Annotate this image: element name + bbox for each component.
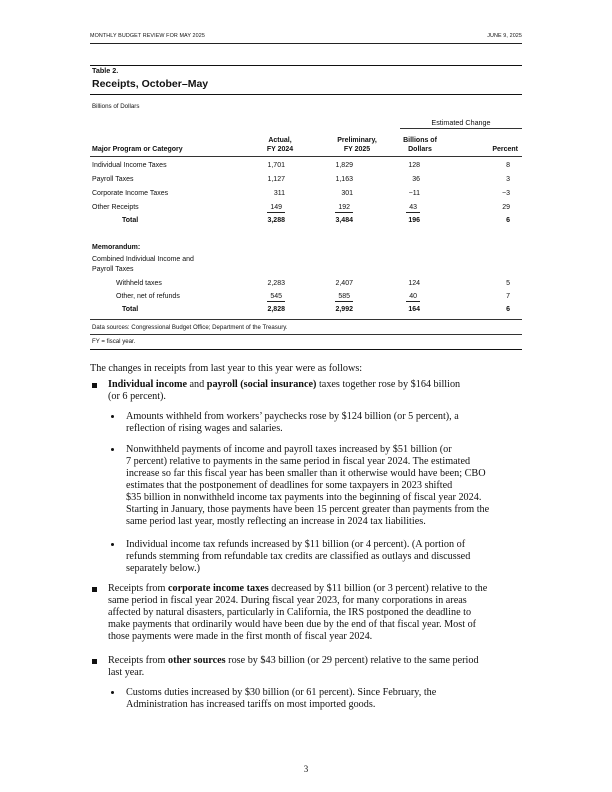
text-line: reflection of rising wages and salaries. [126,423,283,434]
text-line: affected by natural disasters, particularly in California, the IRS postponed the deadline to [108,607,472,618]
text-line: (or 6 percent). [108,391,166,402]
group-header-rule [400,128,522,129]
cell-percent: −3 [502,190,510,197]
row-label: Total [122,217,139,224]
bullet-other-sources [108,655,479,667]
bullet-corporate [108,583,487,595]
cell-dollars: −11 [408,190,420,197]
text-line: estimates that the postponement of deadlines for some taxpayers in 2023 shifted [126,480,453,491]
bold-term: Individual income [108,379,187,390]
cell-preliminary: 1,163 [335,176,353,183]
text-line: 7 percent) relative to payments in the same period in fiscal year 2024. The estimated [126,456,471,467]
cell-preliminary: 2,992 [335,306,353,313]
table-title: Receipts, October–May [92,78,209,90]
text-span: rose by $43 billion (or 29 percent) relative to the same period [225,655,479,666]
memo-subheading: Combined Individual Income and [92,256,194,263]
cell-preliminary: 1,829 [335,162,353,169]
text-line: increase so far this fiscal year has been smaller than it otherwise would have been; CBO [126,468,486,479]
text-line: Nonwithheld payments of income and payroll taxes increased by $51 billion (or [126,444,452,455]
square-bullet-icon [92,587,97,592]
row-label: Other, net of refunds [116,293,180,300]
text-line: Individual income tax refunds increased by $11 billion (or 4 percent). (A portion of [126,539,466,550]
table-fy-note: FY = fiscal year. [92,338,136,345]
round-bullet-icon [111,691,114,694]
table-end-rule [90,349,522,350]
cell-actual: 545 [267,293,285,302]
round-bullet-icon [111,543,114,546]
cell-actual: 311 [273,190,285,197]
text-line: same period last year, mostly reflecting an increase in 2024 tax liabilities. [126,516,426,527]
cell-percent: 3 [506,176,510,183]
cell-percent: 8 [506,162,510,169]
cell-preliminary: 585 [335,293,353,302]
title-rule [90,94,522,95]
row-label: Corporate Income Taxes [92,190,169,197]
col-header-category: Major Program or Category [92,146,183,153]
cell-percent: 6 [506,306,510,313]
text-span: decreased by $11 billion (or 3 percent) relative to the [268,583,488,594]
cell-dollars: 43 [406,204,420,213]
cell-actual: 1,127 [267,176,285,183]
text-line: make payments that ordinarily would have been due by the end of that fiscal year. Most of [108,619,477,630]
text-line: same period in fiscal year 2024. During fiscal year 2023, for many corporations in areas [108,595,467,606]
round-bullet-icon [111,448,114,451]
text-line: Administration has increased tariffs on most imported goods. [126,699,376,710]
bold-term: other sources [167,655,226,666]
cell-percent: 5 [506,280,510,287]
cell-dollars: 196 [408,217,420,224]
bullet-individual-payroll [108,379,460,391]
text-span: taxes together rose by $164 billion [316,379,461,390]
cell-dollars: 36 [412,176,420,183]
text-line: Amounts withheld from workers’ paychecks rose by $124 billion (or 5 percent), a [126,411,459,422]
receipts-table [90,66,522,356]
cell-dollars: 40 [406,293,420,302]
row-label: Withheld taxes [116,280,162,287]
text-line: Starting in January, those payments have been 15 percent greater than payments from the [126,504,490,515]
row-label: Total [122,306,139,313]
cell-dollars: 124 [408,280,420,287]
text-span: Receipts from [108,655,168,666]
col-header-dollars: Billions of Dollars [403,137,437,153]
cell-actual: 149 [267,204,285,213]
row-label: Individual Income Taxes [92,162,167,169]
cell-preliminary: 301 [341,190,353,197]
table-bottom-rule [90,319,522,320]
text-span: and [186,379,207,390]
cell-preliminary: 3,484 [335,217,353,224]
text-line: refunds stemming from refundable tax credits are classified as outlays and discussed [126,551,471,562]
text-line: $35 billion in nonwithheld income tax payments into the beginning of fiscal year 2024. [126,492,482,503]
table-top-rule [90,65,522,66]
cell-preliminary: 2,407 [335,280,353,287]
cell-percent: 29 [502,204,510,211]
square-bullet-icon [92,659,97,664]
text-line: separately below.) [126,563,201,574]
header-rule [90,156,522,157]
cell-actual: 2,828 [267,306,285,313]
header-rule [90,43,522,44]
table-source-note: Data sources: Congressional Budget Office; Department of the Treasury. [92,324,288,331]
round-bullet-icon [111,415,114,418]
intro-paragraph: The changes in receipts from last year to this year were as follows: [90,363,363,374]
bold-term: corporate income taxes [167,583,269,594]
text-line: those payments were made in the first month of fiscal year 2024. [108,631,373,642]
cell-actual: 3,288 [267,217,285,224]
text-line: Customs duties increased by $30 billion (or 61 percent). Since February, the [126,687,437,698]
memo-heading: Memorandum: [92,244,141,251]
text-line: last year. [108,667,145,678]
header-date: JUNE 9, 2025 [487,33,522,39]
table-units: Billions of Dollars [92,103,140,110]
table-number: Table 2. [92,66,119,75]
cell-percent: 6 [506,217,510,224]
row-label: Other Receipts [92,204,139,211]
cell-preliminary: 192 [335,204,353,213]
header-title: MONTHLY BUDGET REVIEW FOR MAY 2025 [90,33,205,39]
cell-actual: 1,701 [267,162,285,169]
memo-subheading: Payroll Taxes [92,266,134,273]
col-header-preliminary: Preliminary, FY 2025 [337,137,377,153]
cell-dollars: 164 [408,306,420,313]
col-header-percent: Percent [492,146,518,153]
page-number: 3 [303,764,309,774]
running-header [90,33,522,45]
col-header-actual: Actual, FY 2024 [266,137,294,153]
note-rule [90,334,522,335]
group-header: Estimated Change [431,118,491,127]
text-span: Receipts from [108,583,168,594]
cell-actual: 2,283 [267,280,285,287]
cell-dollars: 128 [408,162,420,169]
cell-percent: 7 [506,293,510,300]
square-bullet-icon [92,383,97,388]
row-label: Payroll Taxes [92,176,134,183]
bold-term: payroll (social insurance) [206,379,317,390]
